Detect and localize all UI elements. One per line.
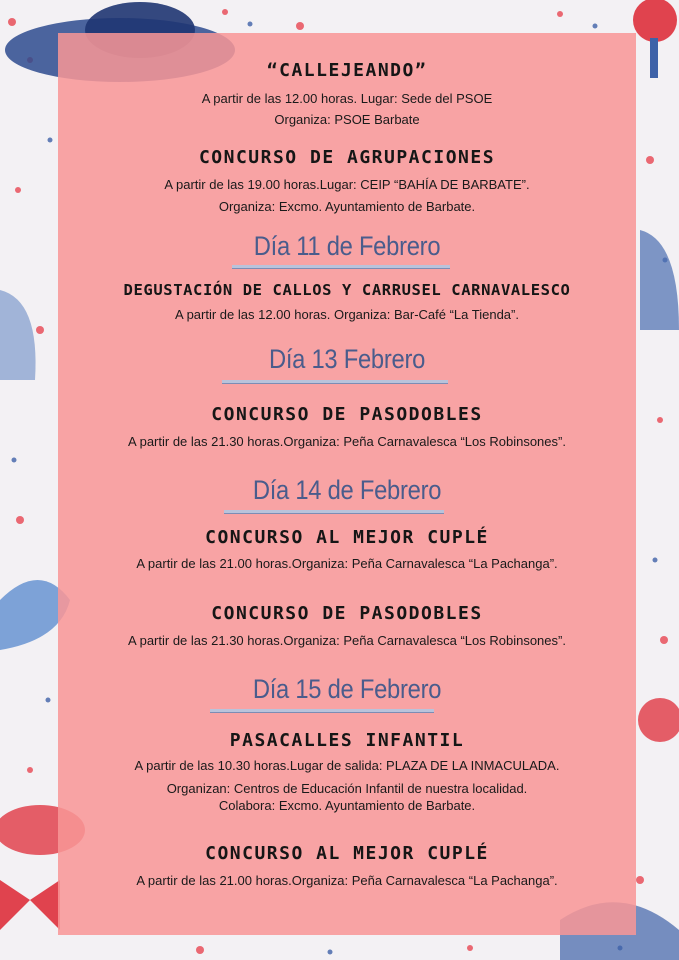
event-info: A partir de las 21.30 horas.Organiza: Peña Carnavalesca “Los Robinsones”.: [128, 633, 566, 648]
day-heading: Día 13 Febrero: [268, 344, 426, 374]
event-title: DEGUSTACIÓN DE CALLOS Y CARRUSEL CARNAVALESCO: [123, 281, 571, 299]
event-info: A partir de las 10.30 horas.Lugar de salida: PLAZA DE LA INMACULADA.: [134, 758, 560, 773]
event-title: CONCURSO AL MEJOR CUPLÉ: [205, 527, 489, 548]
day-heading: Día 14 de Febrero: [252, 475, 442, 505]
day-underline: [232, 265, 450, 269]
event-title: CONCURSO DE PASODOBLES: [211, 404, 483, 425]
event-title: CONCURSO DE PASODOBLES: [211, 603, 483, 624]
event-info: A partir de las 21.00 horas.Organiza: Peña Carnavalesca “La Pachanga”.: [136, 873, 558, 888]
event-info: A partir de las 12.00 horas. Lugar: Sede del PSOE: [201, 91, 493, 106]
event-info: A partir de las 12.00 horas. Organiza: Bar-Café “La Tienda”.: [175, 307, 519, 322]
event-info: Organiza: Excmo. Ayuntamiento de Barbate.: [218, 199, 476, 214]
day-underline: [222, 380, 448, 384]
day-heading: Día 15 de Febrero: [252, 674, 442, 704]
event-title: CONCURSO DE AGRUPACIONES: [198, 147, 496, 168]
day-underline: [210, 709, 434, 713]
event-info: A partir de las 21.30 horas.Organiza: Peña Carnavalesca “Los Robinsones”.: [128, 434, 566, 449]
event-info: Colabora: Excmo. Ayuntamiento de Barbate.: [218, 798, 476, 813]
event-title: CONCURSO AL MEJOR CUPLÉ: [205, 843, 489, 864]
event-title: “CALLEJEANDO”: [266, 60, 428, 81]
event-info: Organizan: Centros de Educación Infantil de nuestra localidad.: [166, 781, 528, 796]
event-info: Organiza: PSOE Barbate: [274, 112, 420, 127]
day-heading: Día 11 de Febrero: [253, 231, 441, 261]
day-underline: [224, 510, 444, 514]
event-title: PASACALLES INFANTIL: [229, 730, 465, 751]
event-info: A partir de las 19.00 horas.Lugar: CEIP “BAHÍA DE BARBATE”.: [164, 177, 530, 192]
event-info: A partir de las 21.00 horas.Organiza: Peña Carnavalesca “La Pachanga”.: [136, 556, 558, 571]
